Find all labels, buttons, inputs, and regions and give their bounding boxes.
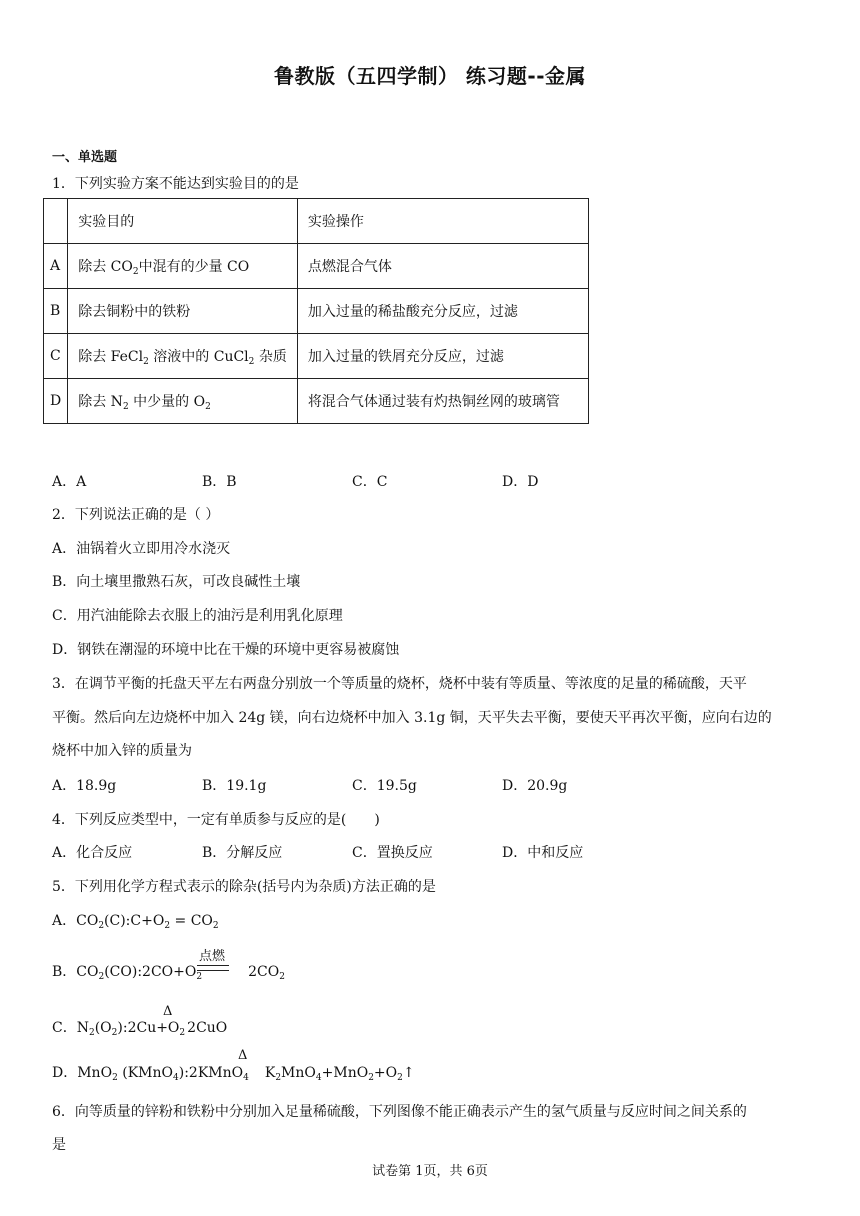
heat-condition: Δ <box>238 1048 248 1063</box>
row-operation: 加入过量的铁屑充分反应，过滤 <box>297 334 588 379</box>
q1-option-a[interactable]: A．A <box>52 474 87 490</box>
q6-stem-line: 是 <box>52 1137 66 1153</box>
q1-option-c[interactable]: C．C <box>352 474 388 490</box>
q4-option-d[interactable]: D．中和反应 <box>502 845 584 861</box>
row-label: C <box>44 334 68 379</box>
q3-option-b[interactable]: B．19.1g <box>202 778 267 794</box>
q3-stem-line: 烧杯中加入锌的质量为 <box>52 743 192 759</box>
q5-option-b[interactable]: B．$CO_2(CO):2CO+O_2$ $2CO_2$ <box>52 964 285 982</box>
q2-option-c[interactable]: C．用汽油能除去衣服上的油污是利用乳化原理 <box>52 608 343 624</box>
q5-option-d[interactable]: D．MnO$_2$ (KMnO$_4$):2KMnO$_4$ $K_2MnO_4+MnO_2+O_2↑$ <box>52 1065 415 1083</box>
row-goal: 除去 FeCl$_2$ 溶液中的 CuCl$_2$ 杂质 <box>68 334 298 379</box>
q5-stem: 5．下列用化学方程式表示的除杂(括号内为杂质)方法正确的是 <box>52 879 436 895</box>
q2-option-d[interactable]: D．钢铁在潮湿的环境中比在干燥的环境中更容易被腐蚀 <box>52 642 400 658</box>
table-row <box>44 334 589 379</box>
table-row <box>44 244 589 289</box>
page-footer: 试卷第 1页，共 6页 <box>372 1164 488 1179</box>
table-header-row <box>44 199 589 244</box>
row-label: B <box>44 289 68 334</box>
row-goal: 除去 $N_2$ 中少量的 $O_2$ <box>68 379 298 424</box>
heat-condition: Δ <box>163 1004 173 1019</box>
row-operation: 加入过量的稀盐酸充分反应，过滤 <box>297 289 588 334</box>
q5-option-c[interactable]: C．$N_2(O_2):2Cu+O_2$ 2CuO <box>52 1020 228 1038</box>
q4-option-c[interactable]: C．置换反应 <box>352 845 433 861</box>
q6-stem-line: 6．向等质量的锌粉和铁粉中分别加入足量稀硫酸，下列图像不能正确表示产生的氢气质量与反应时间之间关系的 <box>52 1104 747 1120</box>
table-row <box>44 289 589 334</box>
q4-option-b[interactable]: B．分解反应 <box>202 845 283 861</box>
q2-stem: 2．下列说法正确的是（ ） <box>52 507 220 523</box>
table-header-cell: 实验目的 <box>68 199 298 244</box>
table-row <box>44 379 589 424</box>
q5-option-a[interactable]: A．$CO_2(C):C+O_2 = CO_2$ <box>52 913 219 931</box>
row-label: A <box>44 244 68 289</box>
ignite-condition: 点燃 <box>199 949 226 964</box>
q2-option-b[interactable]: B．向土壤里撒熟石灰，可改良碱性土壤 <box>52 574 301 590</box>
q1-option-d[interactable]: D．D <box>502 474 539 490</box>
q3-stem-line: 3．在调节平衡的托盘天平左右两盘分别放一个等质量的烧杯，烧杯中装有等质量、等浓度的足量的稀硫酸，天平 <box>52 676 747 692</box>
page-title: 鲁教版（五四学制） 练习题--金属 <box>273 64 587 88</box>
q2-option-a[interactable]: A．油锅着火立即用冷水浇灭 <box>52 541 231 557</box>
q3-stem-line: 平衡。然后向左边烧杯中加入 24g 镁，向右边烧杯中加入 3.1g 铜，天平失去平衡，要使天平再次平衡，应向右边的 <box>52 710 772 726</box>
row-operation: 将混合气体通过装有灼热铜丝网的玻璃管 <box>297 379 588 424</box>
q4-option-a[interactable]: A．化合反应 <box>52 845 133 861</box>
table-header-cell: 实验操作 <box>297 199 588 244</box>
table-header-cell <box>44 199 68 244</box>
row-label: D <box>44 379 68 424</box>
section-heading: 一、单选题 <box>52 150 118 165</box>
q3-option-c[interactable]: C．19.5g <box>352 778 417 794</box>
q3-option-a[interactable]: A．18.9g <box>52 778 117 794</box>
q1-option-b[interactable]: B．B <box>202 474 237 490</box>
row-operation: 点燃混合气体 <box>297 244 588 289</box>
row-goal: 除去铜粉中的铁粉 <box>68 289 298 334</box>
row-goal: 除去 $CO_2$中混有的少量 CO <box>68 244 298 289</box>
q1-table <box>43 198 589 424</box>
q3-option-d[interactable]: D．20.9g <box>502 778 568 794</box>
q1-stem: 1．下列实验方案不能达到实验目的的是 <box>52 176 299 192</box>
q4-stem: 4．下列反应类型中，一定有单质参与反应的是( ) <box>52 812 380 828</box>
